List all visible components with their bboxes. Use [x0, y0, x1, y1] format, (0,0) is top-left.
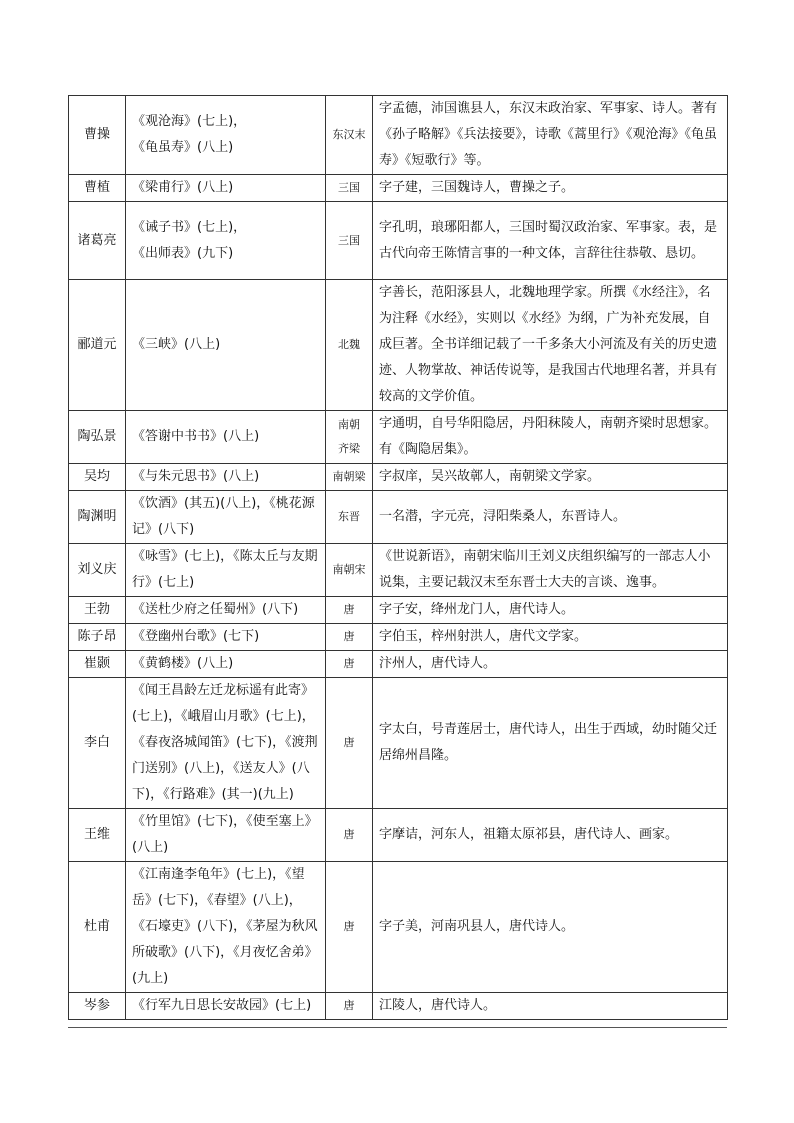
era-cell: 唐 [326, 809, 373, 862]
description-cell: 字通明，自号华阳隐居，丹阳秣陵人，南朝齐梁时思想家。有《陶隐居集》。 [373, 411, 728, 464]
author-name-cell: 李白 [69, 678, 126, 809]
works-cell: 《江南逢李龟年》(七上)，《望岳》(七下)，《春望》(八上)，《石壕吏》(八下)，《茅屋为秋风所破歌》(八下)，《月夜忆舍弟》(九上) [126, 862, 326, 993]
works-cell: 《闻王昌龄左迁龙标遥有此寄》(七上)，《峨眉山月歌》(七上)，《春夜洛城闻笛》(七下)，《渡荆门送别》(八上)，《送友人》(八下)，《行路难》(其一)(九上) [126, 678, 326, 809]
era-cell: 南朝宋 [326, 544, 373, 597]
works-cell: 《竹里馆》(七下)，《使至塞上》(八上) [126, 809, 326, 862]
author-name-cell: 刘义庆 [69, 544, 126, 597]
era-cell: 唐 [326, 597, 373, 624]
author-name-cell: 郦道元 [69, 280, 126, 411]
era-cell: 唐 [326, 624, 373, 651]
table-row [69, 809, 728, 862]
description-cell: 字伯玉，梓州射洪人，唐代文学家。 [373, 624, 728, 651]
description-cell: 字子美，河南巩县人，唐代诗人。 [373, 862, 728, 993]
era-cell: 唐 [326, 993, 373, 1020]
table-row [69, 597, 728, 624]
table-row [69, 491, 728, 544]
author-name-cell: 陶弘景 [69, 411, 126, 464]
description-cell: 字善长，范阳涿县人，北魏地理学家。所撰《水经注》，名为注释《水经》，实则以《水经》为纲，广为补充发展，自成巨著。全书详细记载了一千多条大小河流及有关的历史遗迹、人物掌故、神话传说等，是我国古代地理名著，并具有较高的文学价值。 [373, 280, 728, 411]
table-row [69, 678, 728, 809]
description-cell: 字孔明，琅琊阳都人，三国时蜀汉政治家、军事家。表，是古代向帝王陈情言事的一种文体，言辞往往恭敬、恳切。 [373, 202, 728, 280]
works-cell: 《黄鹤楼》(八上) [126, 651, 326, 678]
works-cell: 《答谢中书书》(八上) [126, 411, 326, 464]
table-row [69, 202, 728, 280]
table-row [69, 544, 728, 597]
author-name-cell: 王勃 [69, 597, 126, 624]
works-cell: 《行军九日思长安故园》(七上) [126, 993, 326, 1020]
works-cell: 《观沧海》(七上)， 《龟虽寿》(八上) [126, 96, 326, 175]
table-row [69, 651, 728, 678]
era-cell: 南朝梁 [326, 464, 373, 491]
works-cell: 《登幽州台歌》(七下) [126, 624, 326, 651]
description-cell: 江陵人，唐代诗人。 [373, 993, 728, 1020]
author-name-cell: 陶渊明 [69, 491, 126, 544]
author-name-cell: 杜甫 [69, 862, 126, 993]
era-cell: 三国 [326, 175, 373, 202]
works-cell: 《与朱元思书》(八上) [126, 464, 326, 491]
era-cell: 三国 [326, 202, 373, 280]
authors-table-body [69, 96, 728, 1020]
era-cell: 东晋 [326, 491, 373, 544]
table-row [69, 624, 728, 651]
description-cell: 《世说新语》，南朝宋临川王刘义庆组织编写的一部志人小说集，主要记载汉末至东晋士大夫的言谈、逸事。 [373, 544, 728, 597]
works-cell: 《送杜少府之任蜀州》(八下) [126, 597, 326, 624]
author-name-cell: 曹植 [69, 175, 126, 202]
footer-divider [68, 1027, 727, 1028]
table-row [69, 96, 728, 175]
table-row [69, 411, 728, 464]
table-row [69, 464, 728, 491]
author-name-cell: 曹操 [69, 96, 126, 175]
era-cell: 唐 [326, 862, 373, 993]
description-cell: 字子安，绛州龙门人，唐代诗人。 [373, 597, 728, 624]
era-cell: 唐 [326, 678, 373, 809]
works-cell: 《饮酒》(其五)(八上)，《桃花源记》(八下) [126, 491, 326, 544]
author-name-cell: 岑参 [69, 993, 126, 1020]
era-cell: 东汉末 [326, 96, 373, 175]
authors-table [68, 95, 728, 1020]
table-row [69, 862, 728, 993]
era-cell: 唐 [326, 651, 373, 678]
author-name-cell: 吴均 [69, 464, 126, 491]
works-cell: 《咏雪》(七上)，《陈太丘与友期行》(七上) [126, 544, 326, 597]
description-cell: 汴州人，唐代诗人。 [373, 651, 728, 678]
description-cell: 一名潜，字元亮，浔阳柴桑人，东晋诗人。 [373, 491, 728, 544]
author-name-cell: 崔颢 [69, 651, 126, 678]
description-cell: 字子建，三国魏诗人，曹操之子。 [373, 175, 728, 202]
works-cell: 《三峡》(八上) [126, 280, 326, 411]
author-name-cell: 诸葛亮 [69, 202, 126, 280]
author-name-cell: 王维 [69, 809, 126, 862]
works-cell: 《诫子书》(七上)， 《出师表》(九下) [126, 202, 326, 280]
table-row [69, 280, 728, 411]
table-row [69, 175, 728, 202]
description-cell: 字孟德，沛国谯县人，东汉末政治家、军事家、诗人。著有《孙子略解》《兵法接要》，诗歌《蒿里行》《观沧海》《龟虽寿》《短歌行》等。 [373, 96, 728, 175]
era-cell: 北魏 [326, 280, 373, 411]
era-cell: 南朝 齐梁 [326, 411, 373, 464]
description-cell: 字叔庠，吴兴故鄣人，南朝梁文学家。 [373, 464, 728, 491]
description-cell: 字太白，号青莲居士，唐代诗人，出生于西域，幼时随父迁居绵州昌隆。 [373, 678, 728, 809]
works-cell: 《梁甫行》(八上) [126, 175, 326, 202]
table-row [69, 993, 728, 1020]
description-cell: 字摩诘，河东人，祖籍太原祁县，唐代诗人、画家。 [373, 809, 728, 862]
author-name-cell: 陈子昂 [69, 624, 126, 651]
